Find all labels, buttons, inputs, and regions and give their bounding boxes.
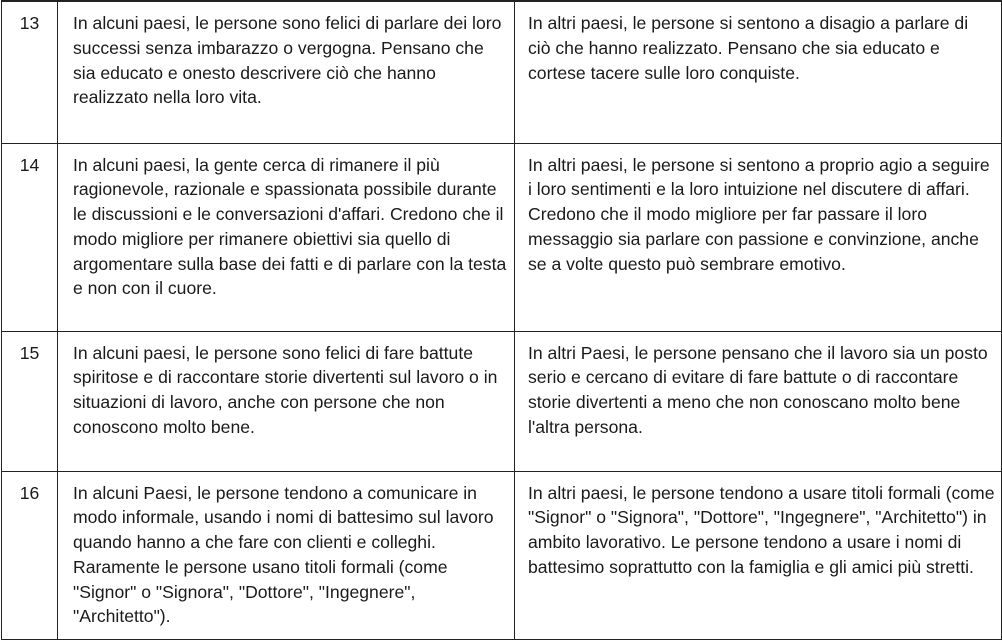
statement-left: In alcuni Paesi, le persone tendono a comunicare in modo informale, usando i nomi di battesimo sul lavoro quando hanno a che fare con clienti e colleghi. Raramente le persone usano titoli formali (come "Signor" o "Signora", "Dottore", "Ingegnere", "Architetto"). xyxy=(58,471,515,639)
table-row xyxy=(2,1,1002,143)
row-number: 13 xyxy=(2,1,58,143)
table-row xyxy=(2,143,1002,331)
table-row xyxy=(2,331,1002,471)
statement-right: In altri paesi, le persone tendono a usare titoli formali (come "Signor" o "Signora", "Dottore", "Ingegnere", "Architetto") in ambito lavorativo. Le persone tendono a usare i nomi di battesimo soprattutto con la famiglia e gli amici più stretti. xyxy=(515,471,1002,639)
statement-left: In alcuni paesi, la gente cerca di rimanere il più ragionevole, razionale e spassionata possibile durante le discussioni e le conversazioni d'affari. Credono che il modo migliore per rimanere obiettivi sia quello di argomentare sulla base dei fatti e di parlare con la testa e non con il cuore. xyxy=(58,143,515,331)
statement-right: In altri Paesi, le persone pensano che il lavoro sia un posto serio e cercano di evitare di fare battute o di raccontare storie divertenti a meno che non conoscano molto bene l'altra persona. xyxy=(515,331,1002,471)
table-row xyxy=(2,471,1002,639)
row-number: 14 xyxy=(2,143,58,331)
comparison-table xyxy=(1,0,1002,640)
statement-left: In alcuni paesi, le persone sono felici di parlare dei loro successi senza imbarazzo o vergogna. Pensano che sia educato e onesto descrivere ciò che hanno realizzato nella loro vita. xyxy=(58,1,515,143)
statement-right: In altri paesi, le persone si sentono a proprio agio a seguire i loro sentimenti e la loro intuizione nel discutere di affari. Credono che il modo migliore per far passare il loro messaggio sia parlare con passione e convinzione, anche se a volte questo può sembrare emotivo. xyxy=(515,143,1002,331)
statement-left: In alcuni paesi, le persone sono felici di fare battute spiritose e di raccontare storie divertenti sul lavoro o in situazioni di lavoro, anche con persone che non conoscono molto bene. xyxy=(58,331,515,471)
row-number: 16 xyxy=(2,471,58,639)
statement-right: In altri paesi, le persone si sentono a disagio a parlare di ciò che hanno realizzato. Pensano che sia educato e cortese tacere sulle loro conquiste. xyxy=(515,1,1002,143)
row-number: 15 xyxy=(2,331,58,471)
